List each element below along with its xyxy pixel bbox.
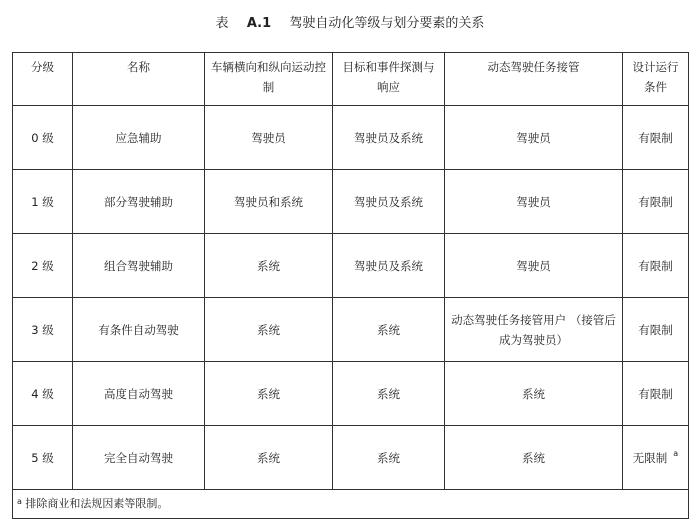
cell-takeover xyxy=(445,234,623,298)
cell-name xyxy=(73,170,205,234)
cell-detection xyxy=(333,426,445,490)
cell-control-text: 系统 xyxy=(257,258,280,273)
cell-control xyxy=(205,362,333,426)
cell-detection xyxy=(333,362,445,426)
cell-level xyxy=(13,106,73,170)
cell-detection-text: 系统 xyxy=(377,386,400,401)
table-row xyxy=(13,106,689,170)
table-row xyxy=(13,298,689,362)
cell-level-text: 3 级 xyxy=(31,322,54,337)
cell-level-text: 4 级 xyxy=(31,386,54,401)
cell-odd-text: 有限制 xyxy=(638,386,673,401)
cell-odd xyxy=(623,362,689,426)
cell-name-text: 高度自动驾驶 xyxy=(104,386,173,401)
cell-takeover-text: 系统 xyxy=(522,386,545,401)
cell-takeover-text: 系统 xyxy=(522,450,545,465)
cell-control-text: 驾驶员和系统 xyxy=(234,194,303,209)
header-name: 名称 xyxy=(73,53,205,106)
cell-odd-text: 有限制 xyxy=(638,322,673,337)
cell-control-text: 系统 xyxy=(257,322,280,337)
cell-odd xyxy=(623,426,689,490)
cell-level-text: 0 级 xyxy=(31,130,54,145)
cell-detection-text: 系统 xyxy=(377,450,400,465)
cell-level xyxy=(13,234,73,298)
table-row xyxy=(13,426,689,490)
table-row xyxy=(13,234,689,298)
automation-levels-table xyxy=(12,52,689,519)
cell-name xyxy=(73,234,205,298)
cell-name-text: 应急辅助 xyxy=(115,130,162,145)
table-title-prefix: 表 xyxy=(215,16,229,31)
cell-takeover xyxy=(445,362,623,426)
cell-odd xyxy=(623,106,689,170)
cell-takeover-text: 驾驶员 xyxy=(516,194,551,209)
cell-level xyxy=(13,298,73,362)
cell-name-text: 组合驾驶辅助 xyxy=(104,258,173,273)
footnote-row xyxy=(13,490,689,519)
cell-odd-text: 有限制 xyxy=(638,130,673,145)
cell-level-text: 1 级 xyxy=(31,194,54,209)
header-control: 车辆横向和纵向运动控制 xyxy=(205,53,333,106)
cell-detection-text: 系统 xyxy=(377,322,400,337)
cell-level-text: 2 级 xyxy=(31,258,54,273)
cell-takeover xyxy=(445,106,623,170)
cell-odd xyxy=(623,234,689,298)
cell-odd-text: 有限制 xyxy=(638,258,673,273)
cell-name xyxy=(73,298,205,362)
cell-takeover-text: 动态驾驶任务接管用户 （接管后成为驾驶员） xyxy=(451,312,616,347)
cell-level-text: 5 级 xyxy=(31,450,54,465)
cell-control-text: 系统 xyxy=(257,386,280,401)
header-level: 分级 xyxy=(13,53,73,106)
table-header-row xyxy=(13,53,689,106)
cell-control xyxy=(205,426,333,490)
cell-detection xyxy=(333,234,445,298)
cell-takeover-text: 驾驶员 xyxy=(516,258,551,273)
cell-name xyxy=(73,426,205,490)
cell-odd xyxy=(623,298,689,362)
cell-takeover xyxy=(445,170,623,234)
cell-level xyxy=(13,170,73,234)
cell-detection xyxy=(333,170,445,234)
cell-odd-text: 有限制 xyxy=(638,194,673,209)
cell-control xyxy=(205,234,333,298)
cell-odd xyxy=(623,170,689,234)
footnote-mark: a xyxy=(17,497,22,506)
cell-name-text: 部分驾驶辅助 xyxy=(104,194,173,209)
cell-detection-text: 驾驶员及系统 xyxy=(354,258,423,273)
cell-detection-text: 驾驶员及系统 xyxy=(354,194,423,209)
cell-control-text: 驾驶员 xyxy=(251,130,286,145)
table-title xyxy=(0,12,700,31)
footnote-text: 排除商业和法规因素等限制。 xyxy=(25,497,169,510)
footnote xyxy=(13,490,689,519)
cell-name-text: 有条件自动驾驶 xyxy=(98,322,179,337)
cell-takeover-text: 驾驶员 xyxy=(516,130,551,145)
table-title-number: A.1 xyxy=(246,16,272,31)
cell-name xyxy=(73,106,205,170)
cell-detection xyxy=(333,106,445,170)
cell-odd-text: 无限制 xyxy=(632,450,668,465)
cell-control-text: 系统 xyxy=(257,450,280,465)
table-row xyxy=(13,170,689,234)
cell-name xyxy=(73,362,205,426)
odd-footnote-mark: a xyxy=(673,448,679,458)
table-row xyxy=(13,362,689,426)
cell-control xyxy=(205,298,333,362)
cell-level xyxy=(13,426,73,490)
cell-control xyxy=(205,170,333,234)
header-takeover: 动态驾驶任务接管 xyxy=(445,53,623,106)
header-odd: 设计运行条件 xyxy=(623,53,689,106)
cell-detection xyxy=(333,298,445,362)
header-detection: 目标和事件探测与响应 xyxy=(333,53,445,106)
cell-name-text: 完全自动驾驶 xyxy=(104,450,173,465)
cell-control xyxy=(205,106,333,170)
cell-detection-text: 驾驶员及系统 xyxy=(354,130,423,145)
cell-level xyxy=(13,362,73,426)
cell-takeover xyxy=(445,426,623,490)
table-title-text: 驾驶自动化等级与划分要素的关系 xyxy=(289,16,485,31)
cell-takeover xyxy=(445,298,623,362)
